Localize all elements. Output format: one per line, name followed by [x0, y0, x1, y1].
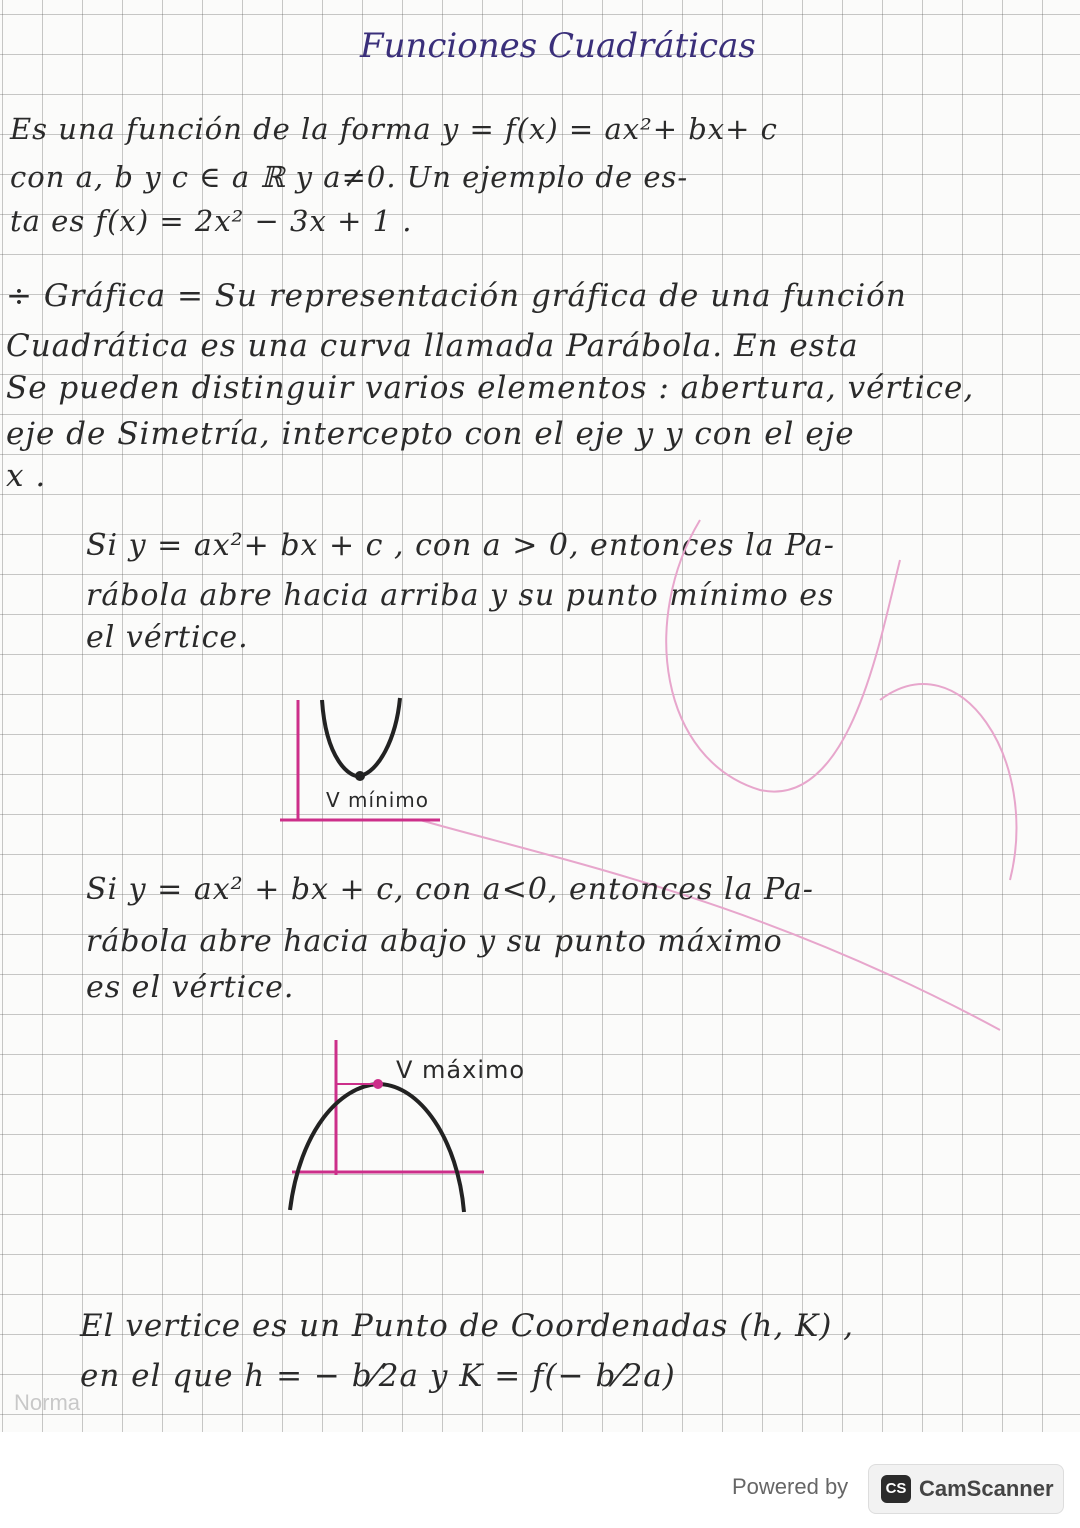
grafica-line-2: Cuadrática es una curva llamada Parábola. En esta: [6, 328, 859, 364]
powered-by-text: Powered by: [732, 1474, 849, 1499]
grafica-line-4: eje de Simetría, intercepto con el eje y y con el eje: [6, 416, 855, 452]
grafica-line-3: Se pueden distinguir varios elementos : abertura, vértice,: [6, 370, 975, 406]
camscanner-logo-icon: CS: [881, 1475, 911, 1503]
grafica-line-5: x .: [6, 458, 47, 494]
intro-line-3: ta es f(x) = 2x² − 3x + 1 .: [10, 204, 413, 238]
intro-line-2: con a, b y c ∈ a ℝ y a≠0. Un ejemplo de es-: [10, 160, 689, 194]
notebook-brand-watermark: Norma: [14, 1390, 81, 1415]
case-up-line-2: rábola abre hacia arriba y su punto mínimo es: [86, 578, 835, 613]
vertex-min-label: V mínimo: [326, 788, 430, 812]
case-down-line-2: rábola abre hacia abajo y su punto máximo: [86, 924, 783, 959]
intro-line-1: Es una función de la forma y = f(x) = ax²+ bx+ c: [10, 112, 778, 146]
case-down-line-1: Si y = ax² + bx + c, con a<0, entonces la Pa-: [86, 872, 814, 907]
case-down-line-3: es el vértice.: [86, 970, 295, 1005]
case-up-line-3: el vértice.: [86, 620, 249, 655]
page-title: Funciones Cuadráticas: [360, 26, 756, 66]
grafica-line-1: ÷ Gráfica = Su representación gráfica de una función: [6, 278, 907, 314]
case-up-line-1: Si y = ax²+ bx + c , con a > 0, entonces la Pa-: [86, 528, 835, 563]
camscanner-name: CamScanner: [919, 1476, 1054, 1501]
vertex-line-2: en el que h = − b⁄2a y K = f(− b⁄2a): [80, 1358, 676, 1394]
vertex-line-1: El vertice es un Punto de Coordenadas (h, K) ,: [80, 1308, 855, 1344]
camscanner-badge: [868, 1464, 1064, 1514]
vertex-max-label: V máximo: [396, 1056, 526, 1084]
